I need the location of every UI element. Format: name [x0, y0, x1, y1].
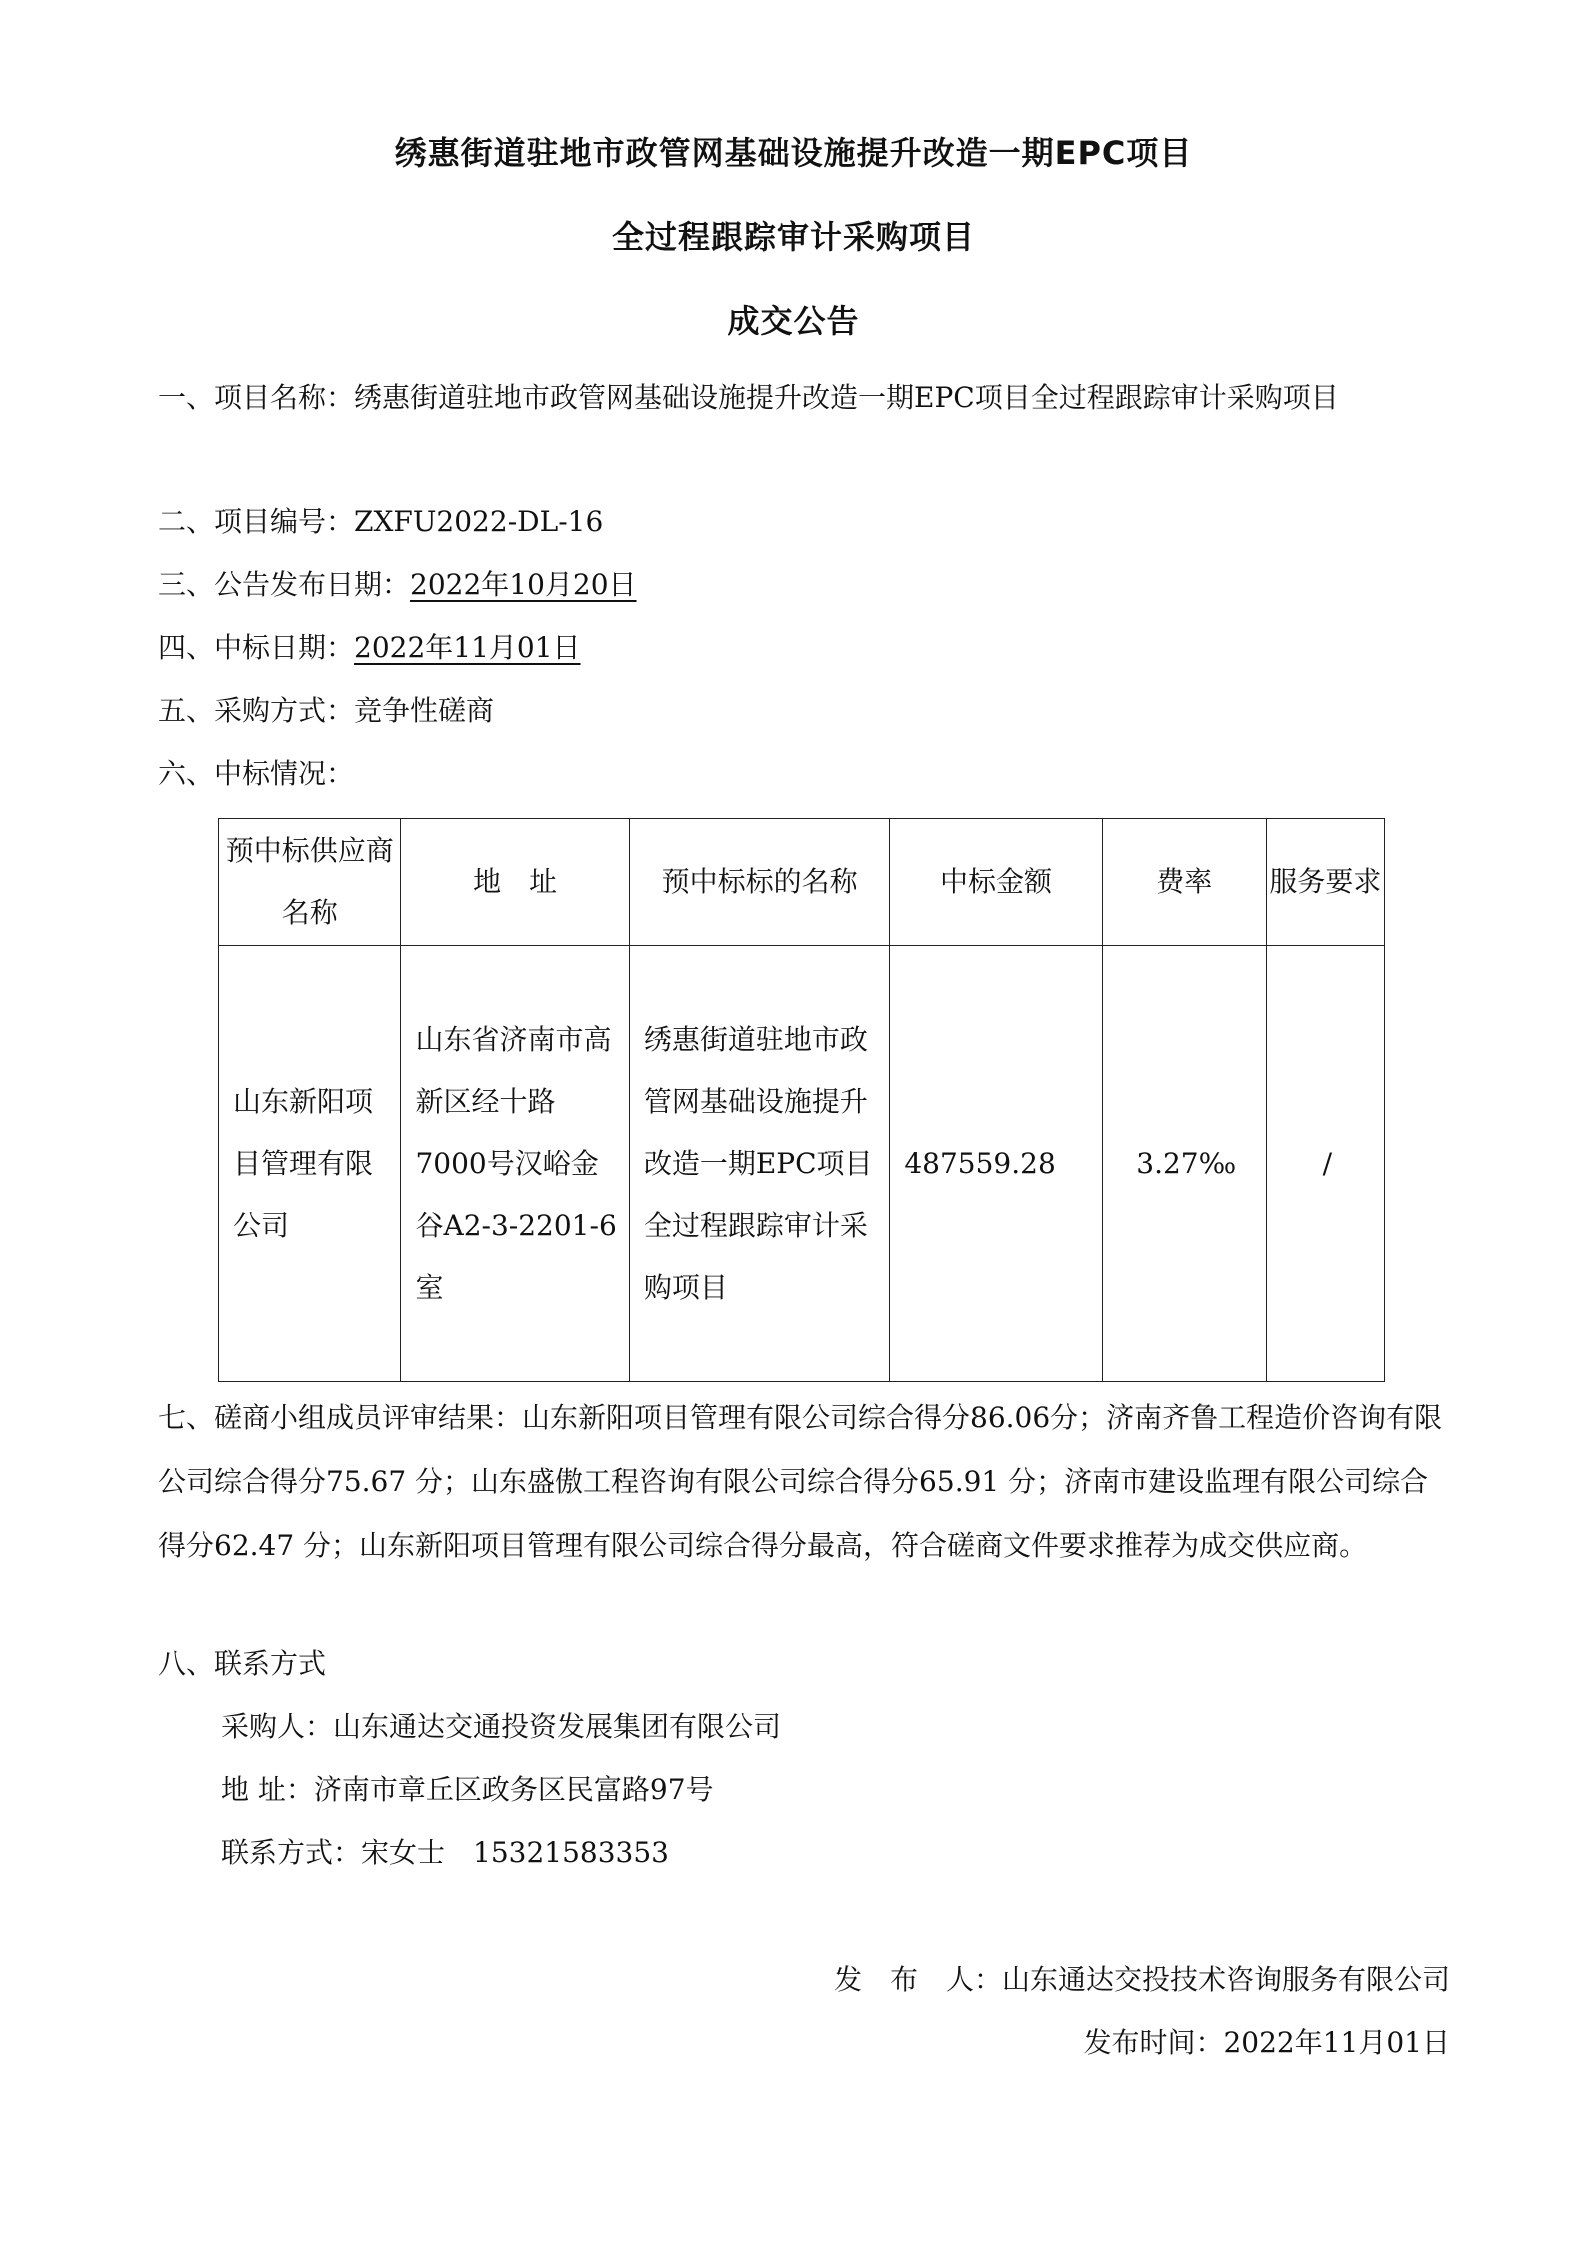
project-name-value: 绣惠街道驻地市政管网基础设施提升改造一期EPC项目全过程跟踪审计采购项目 — [354, 381, 1339, 414]
section-award-status: 六、中标情况： — [158, 757, 355, 790]
award-date-label: 四、中标日期： — [158, 631, 355, 664]
section-project-number — [158, 500, 603, 540]
document-title-line-1: 绣惠街道驻地市政管网基础设施提升改造一期EPC项目 — [394, 134, 1193, 172]
document-title-line-2: 全过程跟踪审计采购项目 — [611, 218, 975, 256]
document-title-line-3: 成交公告 — [727, 302, 860, 340]
header-rate: 费率 — [1102, 819, 1266, 946]
project-name-label: 一、项目名称： — [158, 381, 355, 414]
publisher-label: 发 布 人： — [833, 1963, 1002, 1996]
cell-service: / — [1266, 946, 1384, 1382]
section-project-name — [158, 366, 1450, 430]
publish-date-label: 三、公告发布日期： — [158, 568, 411, 601]
publish-time: 发布时间：2022年11月01日 — [1083, 2026, 1450, 2059]
header-subject: 预中标标的名称 — [629, 819, 890, 946]
contact-buyer: 采购人：山东通达交通投资发展集团有限公司 — [221, 1710, 782, 1743]
award-table-header-row — [219, 819, 1385, 946]
cell-rate: 3.27‰ — [1102, 946, 1266, 1382]
section-contact-heading: 八、联系方式 — [158, 1647, 327, 1680]
cell-amount: 487559.28 — [890, 946, 1102, 1382]
publisher-line — [834, 1958, 1450, 1998]
publish-date-value: 2022年10月20日 — [410, 568, 637, 601]
award-date-value: 2022年11月01日 — [354, 631, 581, 664]
procurement-method-value: 竞争性磋商 — [354, 694, 495, 727]
section-award-date — [158, 626, 581, 666]
contact-address: 地 址：济南市章丘区政务区民富路97号 — [221, 1773, 714, 1806]
cell-subject: 绣惠街道驻地市政管网基础设施提升改造一期EPC项目全过程跟踪审计采购项目 — [629, 946, 890, 1382]
contact-phone: 联系方式：宋女士 15321583353 — [221, 1836, 669, 1869]
section-review-result: 七、磋商小组成员评审结果：山东新阳项目管理有限公司综合得分86.06分；济南齐鲁工程造价咨询有限公司综合得分75.67 分；山东盛傲工程咨询有限公司综合得分65.91 分；济南市建设监理有限公司综合得分62.47 分；山东新阳项目管理有限公司综合得分最高，符合磋商文件要求推荐为成交供应商。 — [158, 1401, 1443, 1562]
section-publish-date — [158, 563, 637, 603]
table-row — [219, 946, 1385, 1382]
header-supplier: 预中标供应商名称 — [219, 819, 401, 946]
procurement-method-label: 五、采购方式： — [158, 694, 355, 727]
cell-address: 山东省济南市高新区经十路7000号汉峪金谷A2-3-2201-6室 — [401, 946, 629, 1382]
section-procurement-method — [158, 689, 494, 729]
header-service: 服务要求 — [1266, 819, 1384, 946]
cell-supplier: 山东新阳项目管理有限公司 — [219, 946, 401, 1382]
header-amount: 中标金额 — [890, 819, 1102, 946]
publisher-name: 山东通达交投技术咨询服务有限公司 — [1001, 1963, 1450, 1996]
project-number-value: ZXFU2022-DL-16 — [354, 505, 604, 538]
project-number-label: 二、项目编号： — [158, 505, 355, 538]
header-address: 地 址 — [401, 819, 629, 946]
award-table — [218, 818, 1385, 1382]
